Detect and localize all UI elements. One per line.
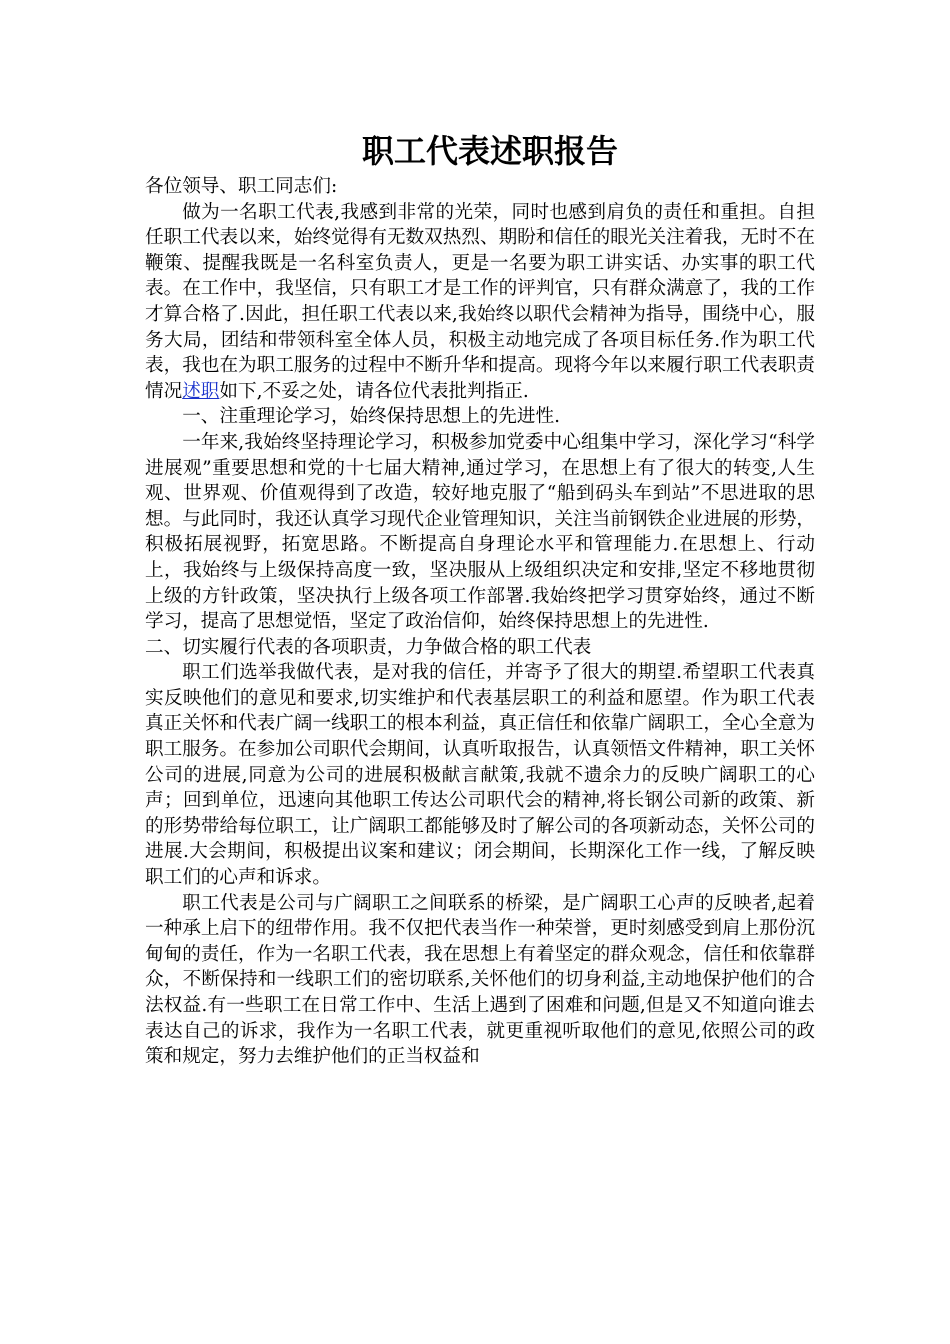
document-body [145, 174, 815, 1070]
document-title: 职工代表述职报告 [361, 132, 618, 170]
paragraph-bridge: 职工代表是公司与广阔职工之间联系的桥梁，是广阔职工心声的反映者,起着一种承上启下的纽带作用。我不仅把代表当作一种荣誉，更时刻感受到肩上那份沉甸甸的责任，作为一名职工代表，我在思想上有着坚定的群众观念，信任和依靠群众，不断保持和一线职工们的密切联系,关怀他们的切身利益,主动地保护他们的合法权益.有一些职工在日常工作中、生活上遇到了困难和问题,但是又不知道向谁去表达自己的诉求，我作为一名职工代表，就更重视听取他们的意见,依照公司的政策和规定，努力去维护他们的正当权益和 [145, 892, 815, 1068]
paragraph-duties: 职工们选举我做代表，是对我的信任，并寄予了很大的期望.希望职工代表真实反映他们的意见和要求,切实维护和代表基层职工的利益和愿望。作为职工代表真正关怀和代表广阔一线职工的根本利益，真正信任和依靠广阔职工，全心全意为职工服务。在参加公司职代会期间，认真听取报告，认真领悟文件精神，职工关怀公司的进展,同意为公司的进展积极献言献策,我就不遗余力的反映广阔职工的心声；回到单位，迅速向其他职工传达公司职代会的精神,将长钢公司新的政策、新的形势带给每位职工，让广阔职工都能够及时了解公司的各项新动态，关怀公司的进展.大会期间，积极提出议案和建议；闭会期间，长期深化工作一线，了解反映职工们的心声和诉求。 [145, 662, 815, 889]
paragraph-intro [145, 200, 815, 405]
paragraph-intro-tail: 如下,不妥之处，请各位代表批判指正. [219, 380, 529, 402]
document-page [145, 128, 815, 1070]
report-link[interactable]: 述职 [182, 380, 220, 402]
paragraph-intro-text: 做为一名职工代表,我感到非常的光荣，同时也感到肩负的责任和重担。自担任职工代表以来，始终觉得有无数双热烈、期盼和信任的眼光关注着我，无时不在鞭策、提醒我既是一名科室负责人，更是一名要为职工讲实话、办实事的职工代表。在工作中，我坚信，只有职工才是工作的评判官，只有群众满意了，我的工作才算合格了.因此，担任职工代表以来,我始终以职代会精神为指导，围绕中心，服务大局，团结和带领科室全体人员，积极主动地完成了各项目标任务.作为职工代表，我也在为职工服务的过程中不断升华和提高。现将今年以来履行职工代表职责情况 [145, 201, 815, 402]
section-heading-1: 一、注重理论学习，始终保持思想上的先进性. [182, 406, 560, 428]
salutation: 各位领导、职工同志们: [145, 176, 338, 197]
section-heading-2: 二、切实履行代表的各项职责，力争做合格的职工代表 [145, 636, 592, 658]
paragraph-theory-study: 一年来,我始终坚持理论学习，积极参加党委中心组集中学习，深化学习“科学进展观”重要思想和党的十七届大精神,通过学习，在思想上有了很大的转变,人生观、世界观、价值观得到了改造，较好地克服了“船到码头车到站”不思进取的思想。与此同时，我还认真学习现代企业管理知识，关注当前钢铁企业进展的形势，积极拓展视野，拓宽思路。不断提高自身理论水平和管理能力.在思想上、行动上，我始终与上级保持高度一致，坚决服从上级组织决定和安排,坚定不移地贯彻上级的方针政策，坚决执行上级各项工作部署.我始终把学习贯穿始终，通过不断学习，提高了思想觉悟，坚定了政治信仰，始终保持思想上的先进性. [145, 431, 815, 633]
